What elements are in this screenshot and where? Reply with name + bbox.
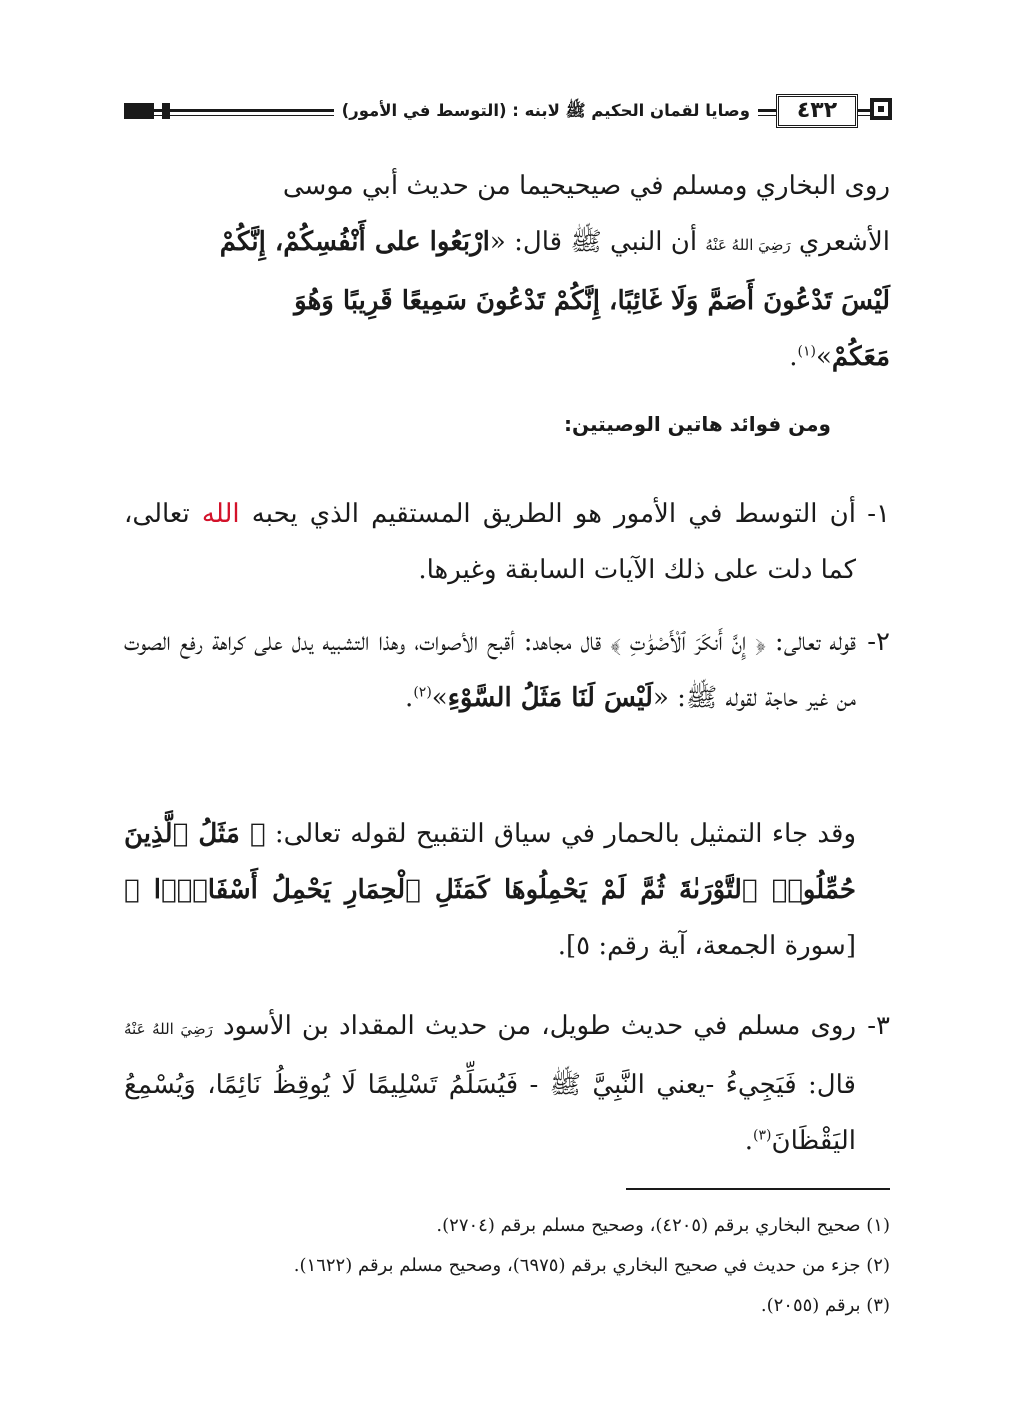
intro-paragraph — [124, 158, 890, 385]
item-number: ١- — [867, 499, 890, 529]
footnote-1: (١) صحيح البخاري برقم (٤٢٠٥)، وصحيح مسلم برقم (٢٧٠٤). — [436, 1215, 890, 1236]
divine-name: الله — [201, 499, 240, 529]
item-text: أن التوسط في الأمور هو الطريق المستقيم الذي يحبه الله تعالى، كما دلت على ذلك الآيات السابقة وغيرها. — [124, 499, 856, 585]
benefit-item-3 — [124, 998, 890, 1169]
honorific: رَضِيَ اللهُ عَنْهُ — [124, 1020, 213, 1038]
header-block-left-small — [162, 103, 170, 119]
page-number: ٤٣٢ — [776, 94, 858, 128]
benefit-item-2 — [124, 614, 890, 726]
footnote-3: (٣) برقم (٢٠٥٥). — [760, 1295, 890, 1316]
footnote-ref-1[interactable]: (١) — [797, 343, 816, 360]
footnote-2: (٢) جزء من حديث في صحيح البخاري برقم (٦٩٧٥)، وصحيح مسلم برقم (١٦٢٢). — [293, 1255, 890, 1276]
header-square-ornament — [870, 98, 892, 120]
footnote-ref-3[interactable]: (٣) — [753, 1127, 772, 1144]
footnote-separator — [626, 1188, 890, 1190]
footnotes — [124, 1206, 890, 1326]
intro-line-4: مَعَكُمْ»$^{(١)}$. — [789, 342, 890, 372]
item-number: ٣- — [867, 1011, 890, 1041]
intro-line-1: روى البخاري ومسلم في صيحيحيما من حديث أبي موسى — [282, 171, 890, 201]
footnote-ref-2[interactable]: (٢) — [413, 684, 432, 701]
item-text: قوله تعالى: ﴿ إِنَّ أَنكَرَ ٱلْأَصْوَٰتِ ﴾ قال مجاهد: أقبح الأصوات، وهذا التشبيه يدل على كراهة رفع الصوت من غير حاجة لقوله ﷺ: «لَيْسَ لَنَا مَثَلُ السَّوْءِ»$^{(٢)}$. — [124, 627, 856, 713]
quran-verse: ﴿ مَثَلُ ٱلَّذِينَ حُمِّلُوا۟ ٱلتَّوْرَىٰةَ ثُمَّ لَمْ يَحْمِلُوهَا كَمَثَلِ ٱلْحِمَارِ يَحْمِلُ أَسْفَارًۢا ﴾ — [124, 819, 856, 905]
item-text: روى مسلم في حديث طويل، من حديث المقداد بن الأسود رَضِيَ اللهُ عَنْهُ قال: فَيَجِيءُ -يعني النَّبِيَّ ﷺ - فَيُسَلِّمُ تَسْلِيمًا لَا يُوقِظُ نَائِمًا، وَيُسْمِعُ اليَقْظَانَ$^{(٣)}$. — [124, 1011, 856, 1156]
item-text: وقد جاء التمثيل بالحمار في سياق التقبيح لقوله تعالى: ﴿ مَثَلُ ٱلَّذِينَ حُمِّلُوا۟ ٱلتَّوْرَىٰةَ ثُمَّ لَمْ يَحْمِلُوهَا كَمَثَلِ ٱلْحِمَارِ يَحْمِلُ أَسْفَارًۢا ﴾ [سورة الجمعة، آية رقم: ٥]. — [124, 819, 857, 961]
benefit-item-1 — [124, 486, 890, 598]
intro-line-2: الأشعري رَضِيَ اللهُ عَنْهُ أن النبي ﷺ قال: «ارْبَعُوا على أَنْفُسِكُمْ، إِنَّكُمْ — [219, 227, 890, 257]
item-number: ٢- — [867, 627, 890, 657]
section-subheading: ومن فوائد هاتين الوصيتين: — [563, 412, 831, 436]
running-title: وصايا لقمان الحكيم ﷺ لابنه : (التوسط في الأمور) — [334, 96, 758, 126]
intro-line-3: لَيْسَ تَدْعُونَ أَصَمَّ وَلَا غَائِبًا، إِنَّكُمْ تَدْعُونَ سَمِيعًا قَرِيبًا وَهُوَ — [294, 286, 890, 316]
honorific: رَضِيَ اللهُ عَنْهُ — [705, 236, 791, 254]
benefit-item-2-continuation — [124, 806, 890, 974]
page-header — [124, 92, 892, 136]
header-block-left — [124, 103, 154, 119]
